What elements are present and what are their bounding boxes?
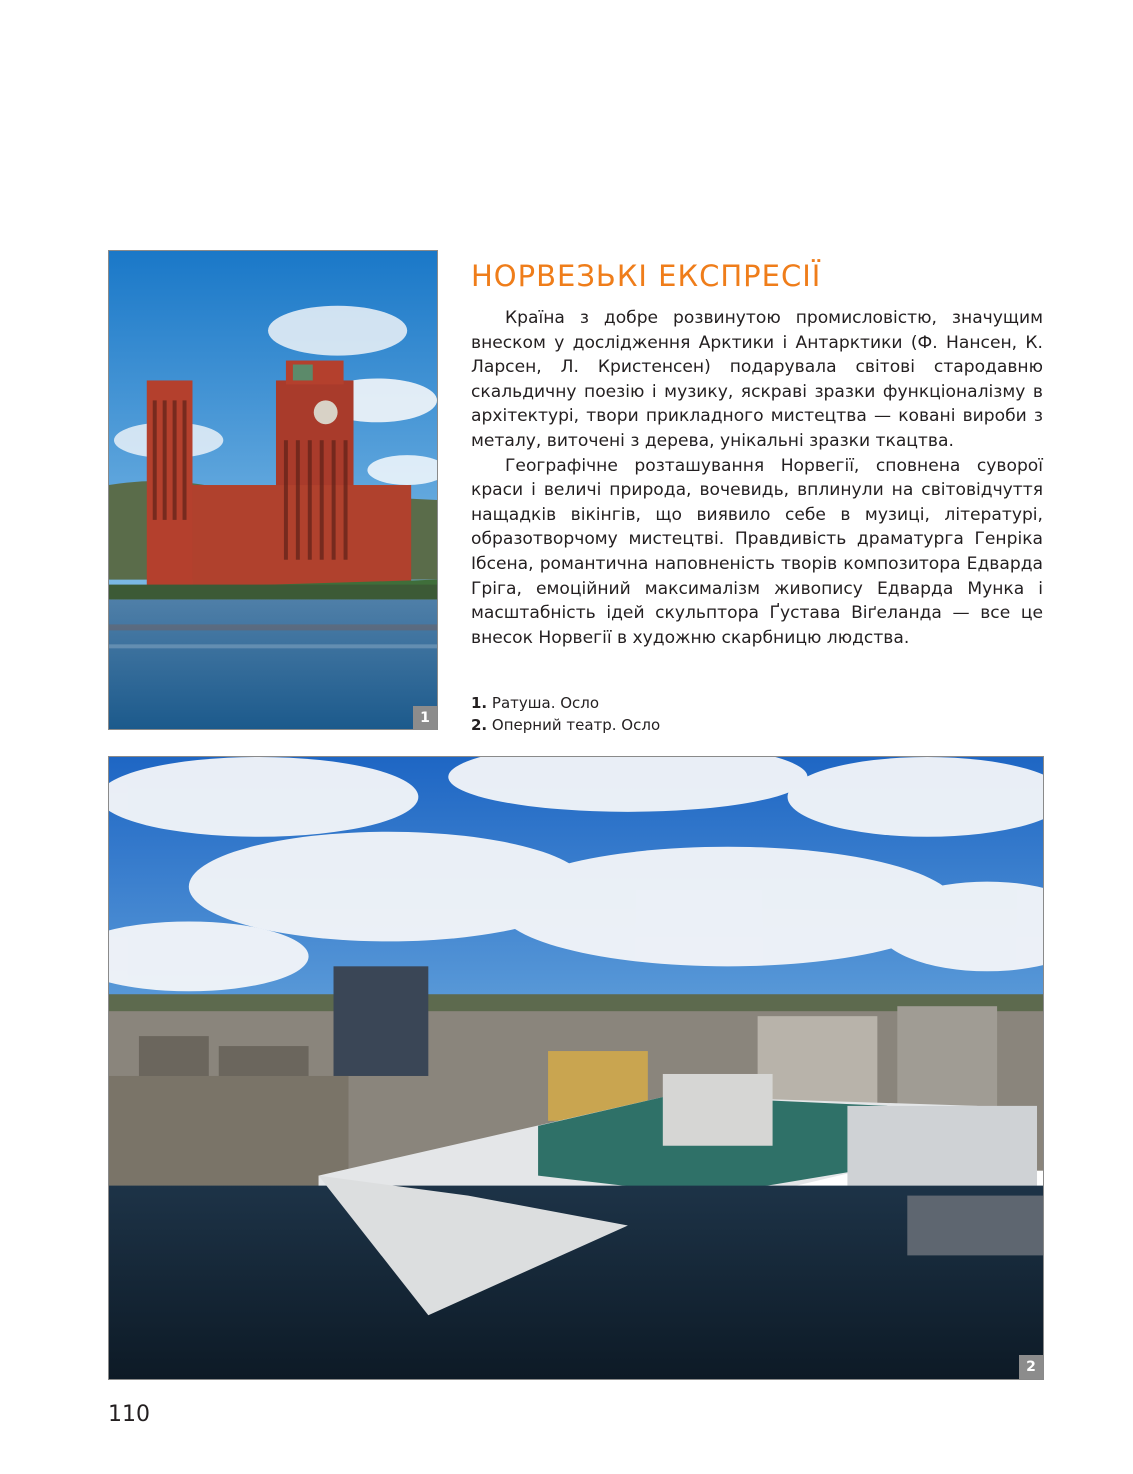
caption-1-number: 1.	[471, 694, 488, 712]
photo-1-badge: 1	[413, 706, 437, 730]
caption-1	[471, 692, 660, 714]
caption-1-text: Ратуша. Осло	[491, 694, 600, 712]
page-number: 110	[108, 1402, 150, 1427]
body-text	[471, 306, 1043, 650]
city-hall-photo	[108, 250, 438, 730]
paragraph-2: Географічне розташування Норвегії, сповнена суворої краси і величі природа, вочевидь, вплинули на світовідчуття нащадків вікінгів, що виявило себе в музиці, літературі, образотворчому мистецтві. Правдивість драматурга Генріка Ібсена, романтична наповненість творів композитора Едварда Гріга, емоційний максималізм живопису Едварда Мунка і масштабність ідей скульптора Ґустава Віґеланда — все це внесок Норвегії в художню скарбницю людства.	[471, 455, 1043, 648]
opera-house-photo	[108, 756, 1044, 1380]
caption-2-number: 2.	[471, 716, 488, 734]
photo-captions	[471, 692, 660, 736]
caption-2-text: Оперний театр. Осло	[491, 716, 661, 734]
section-heading: НОРВЕЗЬКІ ЕКСПРЕСІЇ	[471, 259, 822, 293]
photo-2-badge: 2	[1019, 1355, 1043, 1379]
paragraph-1: Країна з добре розвинутою промисловістю, значущим внеском у дослідження Арктики і Антарктики (Ф. Нансен, К. Ларсен, Л. Кристенсен) подарувала світові стародавню скальдичну поезію і музику, яскраві зразки функціоналізму в архітектурі, твори прикладного мистецтва — ковані вироби з металу, виточені з дерева, унікальні зразки ткацтва.	[471, 308, 1043, 451]
caption-2	[471, 714, 660, 736]
